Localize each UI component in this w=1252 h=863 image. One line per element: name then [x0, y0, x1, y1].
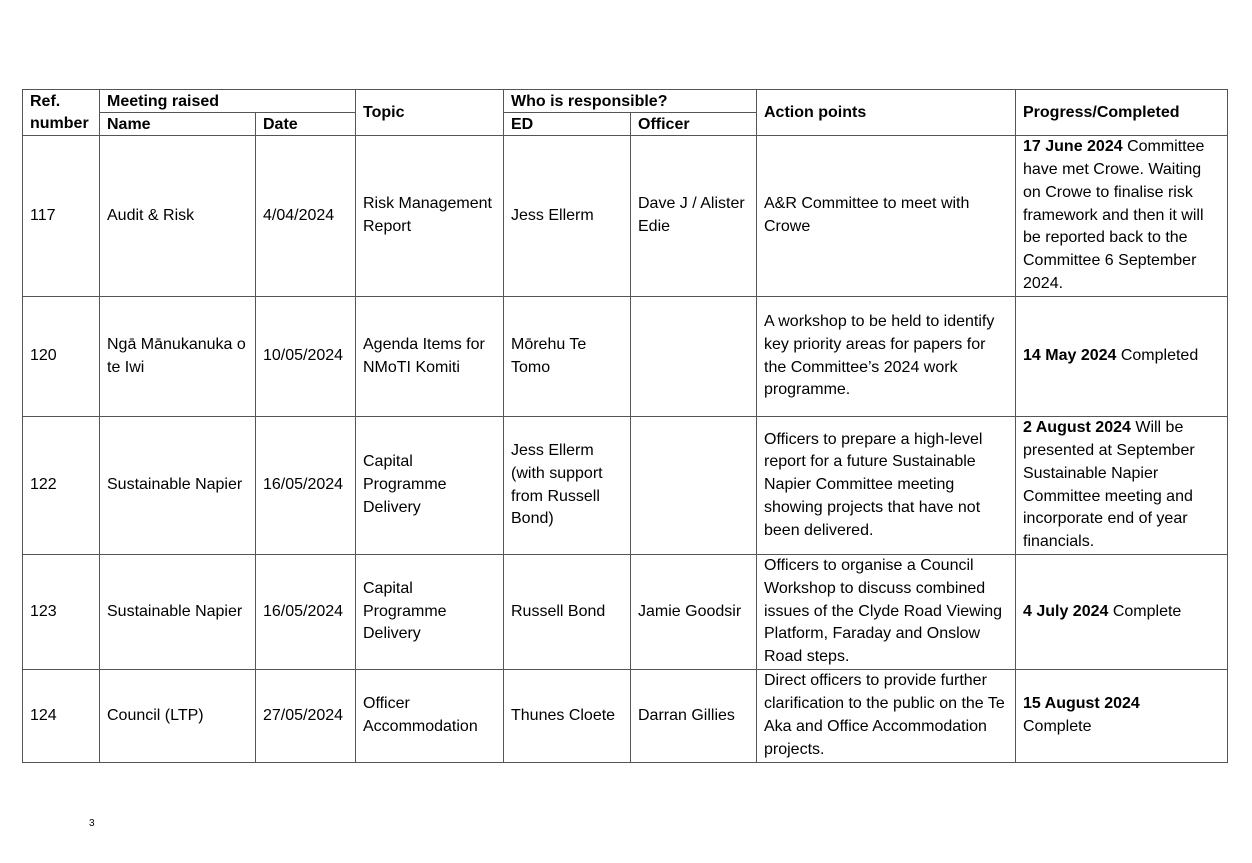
table-body	[23, 136, 1228, 763]
progress-cell	[1016, 670, 1228, 763]
progress-text: Committee have met Crowe. Waiting on Crowe to finalise risk framework and then it will be reported back to the Committee 6 September 2024.	[1023, 138, 1205, 292]
officer-cell	[631, 417, 757, 555]
action-cell: Officers to prepare a high-level report for a future Sustainable Napier Committee meeting showing projects that have not been delivered.	[757, 417, 1016, 555]
date-cell: 27/05/2024	[256, 670, 356, 763]
table-header	[23, 90, 1228, 136]
officer-cell: Darran Gillies	[631, 670, 757, 763]
topic-header: Topic	[356, 90, 504, 136]
table-row	[23, 136, 1228, 297]
ed-cell: Jess Ellerm	[504, 136, 631, 297]
progress-date: 17 June 2024	[1023, 138, 1123, 156]
topic-cell: Risk Management Report	[356, 136, 504, 297]
ref-cell: 124	[23, 670, 100, 763]
progress-date: 14 May 2024	[1023, 347, 1117, 365]
table-row	[23, 297, 1228, 417]
topic-cell: Agenda Items for NMoTI Komiti	[356, 297, 504, 417]
progress-cell	[1016, 417, 1228, 555]
ref-cell: 117	[23, 136, 100, 297]
ref-header-line2: number	[30, 114, 89, 132]
action-points-table	[22, 89, 1228, 763]
progress-date: 15 August 2024	[1023, 695, 1140, 713]
action-cell: Officers to organise a Council Workshop to discuss combined issues of the Clyde Road Viewing Platform, Faraday and Onslow Road steps.	[757, 555, 1016, 670]
header-row-1	[23, 90, 1228, 113]
date-cell: 16/05/2024	[256, 555, 356, 670]
topic-cell: Capital Programme Delivery	[356, 555, 504, 670]
action-points-header: Action points	[757, 90, 1016, 136]
progress-text: Completed	[1116, 347, 1199, 365]
name-cell: Audit & Risk	[100, 136, 256, 297]
action-cell: A workshop to be held to identify key priority areas for papers for the Committee’s 2024 work programme.	[757, 297, 1016, 417]
action-cell: Direct officers to provide further clarification to the public on the Te Aka and Office Accommodation projects.	[757, 670, 1016, 763]
progress-cell	[1016, 555, 1228, 670]
name-cell: Council (LTP)	[100, 670, 256, 763]
table-row	[23, 417, 1228, 555]
name-cell: Sustainable Napier	[100, 555, 256, 670]
progress-text: Complete	[1108, 602, 1182, 620]
officer-cell	[631, 297, 757, 417]
progress-cell	[1016, 297, 1228, 417]
meeting-raised-header: Meeting raised	[100, 90, 356, 113]
date-cell: 16/05/2024	[256, 417, 356, 555]
date-header: Date	[256, 113, 356, 136]
name-cell: Sustainable Napier	[100, 417, 256, 555]
ed-cell: Russell Bond	[504, 555, 631, 670]
topic-cell: Officer Accommodation	[356, 670, 504, 763]
table-row	[23, 555, 1228, 670]
date-cell: 4/04/2024	[256, 136, 356, 297]
ed-cell: Jess Ellerm (with support from Russell Bond)	[504, 417, 631, 555]
table-row	[23, 670, 1228, 763]
progress-text: Will be presented at September Sustainable Napier Committee meeting and incorporate end of year financials.	[1023, 419, 1195, 551]
progress-text: Complete	[1023, 718, 1092, 735]
officer-header: Officer	[631, 113, 757, 136]
name-cell: Ngā Mānukanuka o te Iwi	[100, 297, 256, 417]
progress-date: 2 August 2024	[1023, 419, 1131, 437]
progress-cell	[1016, 136, 1228, 297]
ref-header-line1: Ref.	[30, 92, 61, 110]
ed-cell: Thunes Cloete	[504, 670, 631, 763]
officer-cell: Dave J / Alister Edie	[631, 136, 757, 297]
ref-cell: 123	[23, 555, 100, 670]
topic-cell: Capital Programme Delivery	[356, 417, 504, 555]
ed-header: ED	[504, 113, 631, 136]
progress-header: Progress/Completed	[1016, 90, 1228, 136]
ref-number-header	[23, 90, 100, 136]
action-cell: A&R Committee to meet with Crowe	[757, 136, 1016, 297]
date-cell: 10/05/2024	[256, 297, 356, 417]
ref-cell: 120	[23, 297, 100, 417]
who-responsible-header: Who is responsible?	[504, 90, 757, 113]
progress-date: 4 July 2024	[1023, 602, 1109, 620]
page-number: 3	[89, 818, 95, 829]
ref-cell: 122	[23, 417, 100, 555]
name-header: Name	[100, 113, 256, 136]
ed-cell: Mōrehu Te Tomo	[504, 297, 631, 417]
officer-cell: Jamie Goodsir	[631, 555, 757, 670]
